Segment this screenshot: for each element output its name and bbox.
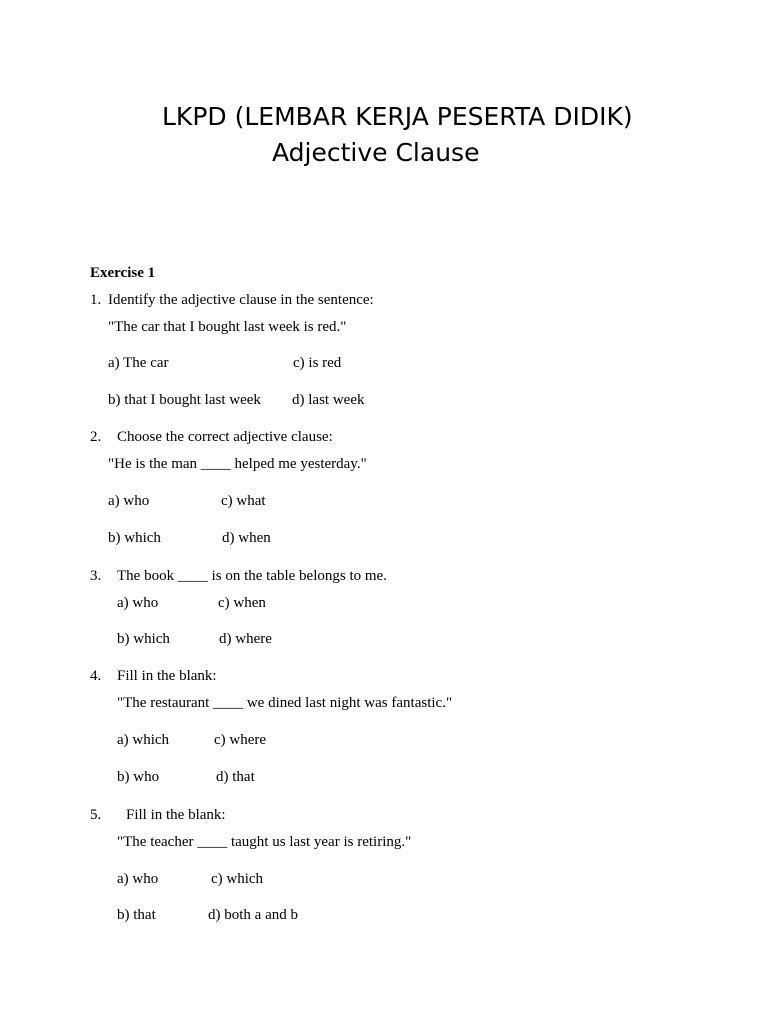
- question-1-option-c: c) is red: [293, 355, 342, 371]
- question-3-number: 3.: [90, 568, 102, 584]
- question-5-number: 5.: [90, 807, 102, 823]
- question-5-option-b: b) that: [117, 907, 156, 923]
- question-1-sentence: "The car that I bought last week is red.": [108, 319, 347, 335]
- question-2-option-d: d) when: [222, 530, 271, 546]
- question-3-option-c: c) when: [218, 595, 266, 611]
- question-2-option-c: c) what: [221, 493, 266, 509]
- question-4-number: 4.: [90, 668, 102, 684]
- question-5-option-a: a) who: [117, 871, 159, 887]
- question-4-sentence: "The restaurant ____ we dined last night was fantastic.": [117, 695, 453, 711]
- question-4-prompt: Fill in the blank:: [117, 668, 217, 684]
- question-1-number: 1.: [90, 292, 102, 308]
- question-3-option-b: b) which: [117, 631, 170, 647]
- question-5-option-d: d) both a and b: [208, 907, 298, 923]
- question-4-option-b: b) who: [117, 769, 160, 785]
- question-3-prompt: The book ____ is on the table belongs to me.: [117, 568, 387, 584]
- page-title: LKPD (LEMBAR KERJA PESERTA DIDIK): [162, 102, 633, 131]
- question-4-option-d: d) that: [216, 769, 255, 785]
- question-2-sentence: "He is the man ____ helped me yesterday.": [108, 456, 367, 472]
- question-3-option-a: a) who: [117, 595, 159, 611]
- question-4-option-a: a) which: [117, 732, 170, 748]
- question-5-prompt: Fill in the blank:: [126, 807, 226, 823]
- question-1-option-a: a) The car: [108, 355, 169, 371]
- question-2-option-b: b) which: [108, 530, 161, 546]
- question-1-option-b: b) that I bought last week: [108, 392, 261, 408]
- question-2-prompt: Choose the correct adjective clause:: [117, 429, 333, 445]
- page-subtitle: Adjective Clause: [272, 138, 480, 167]
- question-5-sentence: "The teacher ____ taught us last year is retiring.": [117, 834, 412, 850]
- exercise-heading: Exercise 1: [90, 265, 156, 281]
- question-2-option-a: a) who: [108, 493, 150, 509]
- question-1-option-d: d) last week: [292, 392, 365, 408]
- question-2-number: 2.: [90, 429, 102, 445]
- question-1-prompt: Identify the adjective clause in the sentence:: [108, 292, 374, 308]
- question-5-option-c: c) which: [211, 871, 264, 887]
- question-3-option-d: d) where: [219, 631, 272, 647]
- question-4-option-c: c) where: [214, 732, 267, 748]
